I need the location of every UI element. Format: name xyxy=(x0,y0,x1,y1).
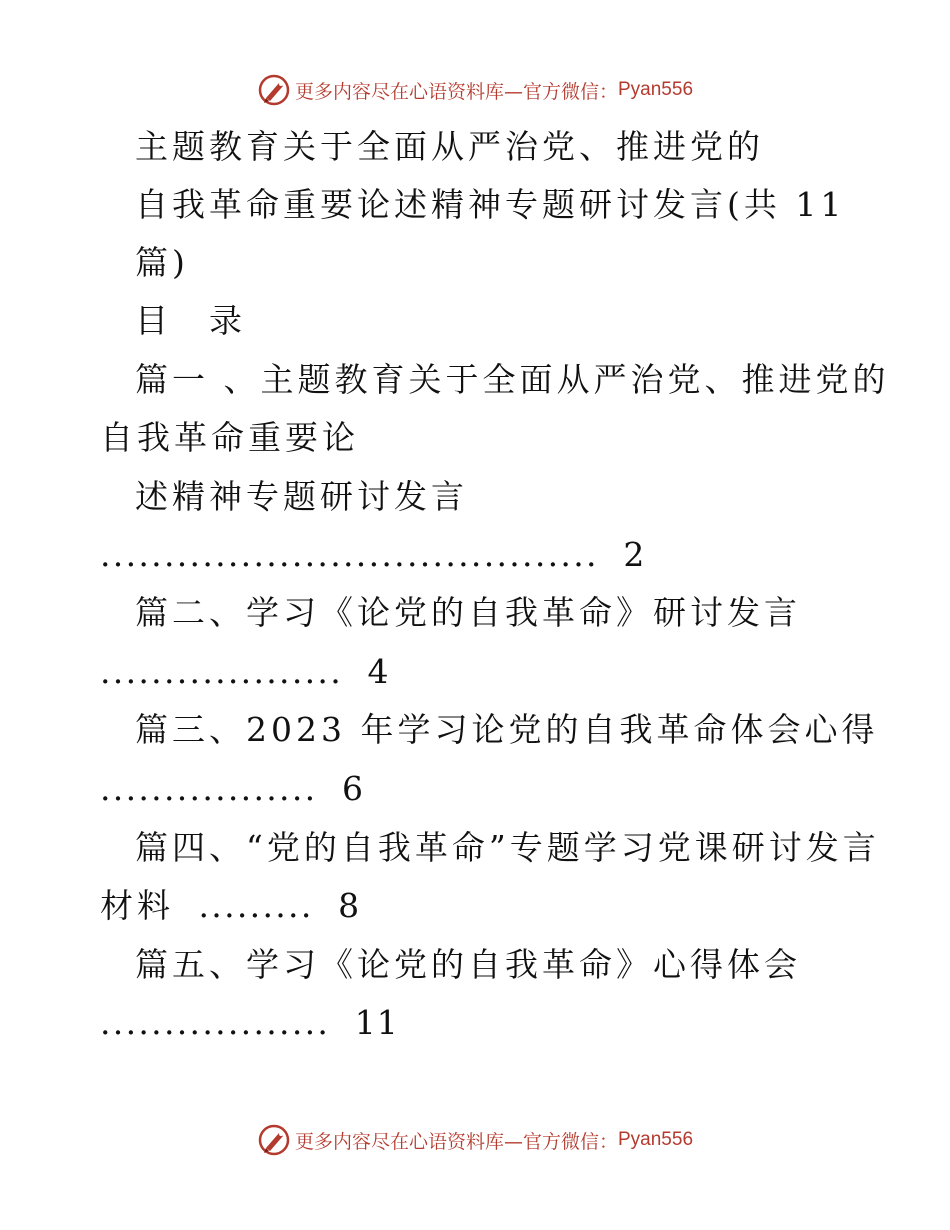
toc-entry-4-line-2: 材料 xyxy=(100,886,174,925)
banner-wechat-id: Pyan556 xyxy=(618,1129,694,1150)
toc-entry-4-dots: ......... xyxy=(198,886,314,925)
toc-entry-5-page: 11 xyxy=(354,1003,399,1042)
toc-entry-2-leader xyxy=(100,652,390,692)
toc-heading: 目 录 xyxy=(135,301,246,340)
toc-entry-5-dots: .................. xyxy=(100,1003,331,1042)
toc-entry-1-line-1: 篇一 、主题教育关于全面从严治党、推进党的 xyxy=(135,360,890,399)
toc-entry-2-line-1: 篇二、学习《论党的自我革命》研讨发言 xyxy=(135,593,801,632)
toc-entry-1-page: 2 xyxy=(623,535,646,574)
toc-entry-2-page: 4 xyxy=(367,652,390,691)
toc-entry-1-leader xyxy=(100,535,645,575)
pen-logo-icon xyxy=(257,1123,291,1157)
document-title-line-2: 自我革命重要论述精神专题研讨发言(共 11 xyxy=(135,185,846,224)
toc-entry-5-leader xyxy=(100,1003,399,1043)
toc-entry-1-line-3: 述精神专题研讨发言 xyxy=(135,477,468,516)
toc-entry-5-line-1: 篇五、学习《论党的自我革命》心得体会 xyxy=(135,945,801,984)
toc-entry-4-leader xyxy=(100,886,360,926)
footer-watermark-banner xyxy=(0,1120,950,1160)
document-title-line-3: 篇) xyxy=(135,243,189,282)
toc-entry-3-leader xyxy=(100,769,364,809)
toc-entry-3-page: 6 xyxy=(341,769,364,808)
banner-wechat-id: Pyan556 xyxy=(618,79,694,100)
document-title-line-1: 主题教育关于全面从严治党、推进党的 xyxy=(135,127,764,166)
toc-entry-4-line-1: 篇四、“党的自我革命”专题学习党课研讨发言 xyxy=(135,828,880,867)
toc-entry-1-dots: ....................................... xyxy=(100,535,599,574)
toc-entry-3-line-1: 篇三、2023 年学习论党的自我革命体会心得 xyxy=(135,710,879,749)
toc-entry-3-dots: ................. xyxy=(100,769,318,808)
banner-text: 更多内容尽在心语资料库—官方微信： xyxy=(294,80,618,103)
toc-entry-1-line-2: 自我革命重要论 xyxy=(100,418,359,457)
toc-entry-2-dots: ................... xyxy=(100,652,344,691)
toc-entry-4-page: 8 xyxy=(338,886,361,925)
banner-text: 更多内容尽在心语资料库—官方微信： xyxy=(294,1130,618,1153)
